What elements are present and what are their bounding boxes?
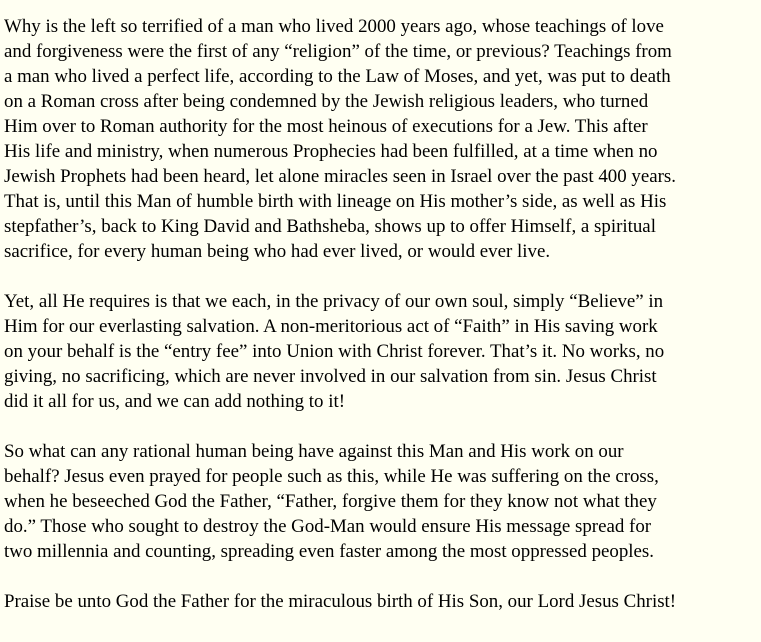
text-line: Him for our everlasting salvation. A non-meritorious act of “Faith” in His saving work bbox=[4, 316, 658, 337]
text-line: when he beseeched God the Father, “Father, forgive them for they know not what they bbox=[4, 491, 657, 512]
text-line: Praise be unto God the Father for the miraculous birth of His Son, our Lord Jesus Christ! bbox=[4, 591, 677, 612]
text-line: giving, no sacrificing, which are never involved in our salvation from sin. Jesus Christ bbox=[4, 366, 657, 387]
text-line: Jewish Prophets had been heard, let alone miracles seen in Israel over the past 400 years. bbox=[4, 166, 676, 187]
paragraph-2 bbox=[4, 289, 760, 414]
text-line: a man who lived a perfect life, according to the Law of Moses, and yet, was put to death bbox=[4, 66, 671, 87]
text-line: Him over to Roman authority for the most heinous of executions for a Jew. This after bbox=[4, 116, 648, 137]
text-line: Why is the left so terrified of a man who lived 2000 years ago, whose teachings of love bbox=[4, 16, 664, 37]
text-line: So what can any rational human being have against this Man and His work on our bbox=[4, 441, 624, 462]
text-line: two millennia and counting, spreading even faster among the most oppressed peoples. bbox=[4, 541, 654, 562]
text-line: behalf? Jesus even prayed for people such as this, while He was suffering on the cross, bbox=[4, 466, 659, 487]
text-line: do.” Those who sought to destroy the God-Man would ensure His message spread for bbox=[4, 516, 652, 537]
text-line: did it all for us, and we can add nothing to it! bbox=[4, 391, 346, 412]
text-line: on your behalf is the “entry fee” into Union with Christ forever. That’s it. No works, no bbox=[4, 341, 665, 362]
paragraph-3 bbox=[4, 439, 760, 564]
paragraph-4 bbox=[4, 589, 760, 614]
text-line: Yet, all He requires is that we each, in the privacy of our own soul, simply “Believe” in bbox=[4, 291, 664, 312]
text-line: and forgiveness were the first of any “religion” of the time, or previous? Teachings from bbox=[4, 41, 672, 62]
paragraph-1 bbox=[4, 14, 760, 264]
text-line: sacrifice, for every human being who had ever lived, or would ever live. bbox=[4, 241, 551, 262]
text-line: His life and ministry, when numerous Prophecies had been fulfilled, at a time when no bbox=[4, 141, 658, 162]
text-line: That is, until this Man of humble birth with lineage on His mother’s side, as well as His bbox=[4, 191, 667, 212]
text-line: stepfather’s, back to King David and Bathsheba, shows up to offer Himself, a spiritual bbox=[4, 216, 656, 237]
text-line: on a Roman cross after being condemned by the Jewish religious leaders, who turned bbox=[4, 91, 649, 112]
